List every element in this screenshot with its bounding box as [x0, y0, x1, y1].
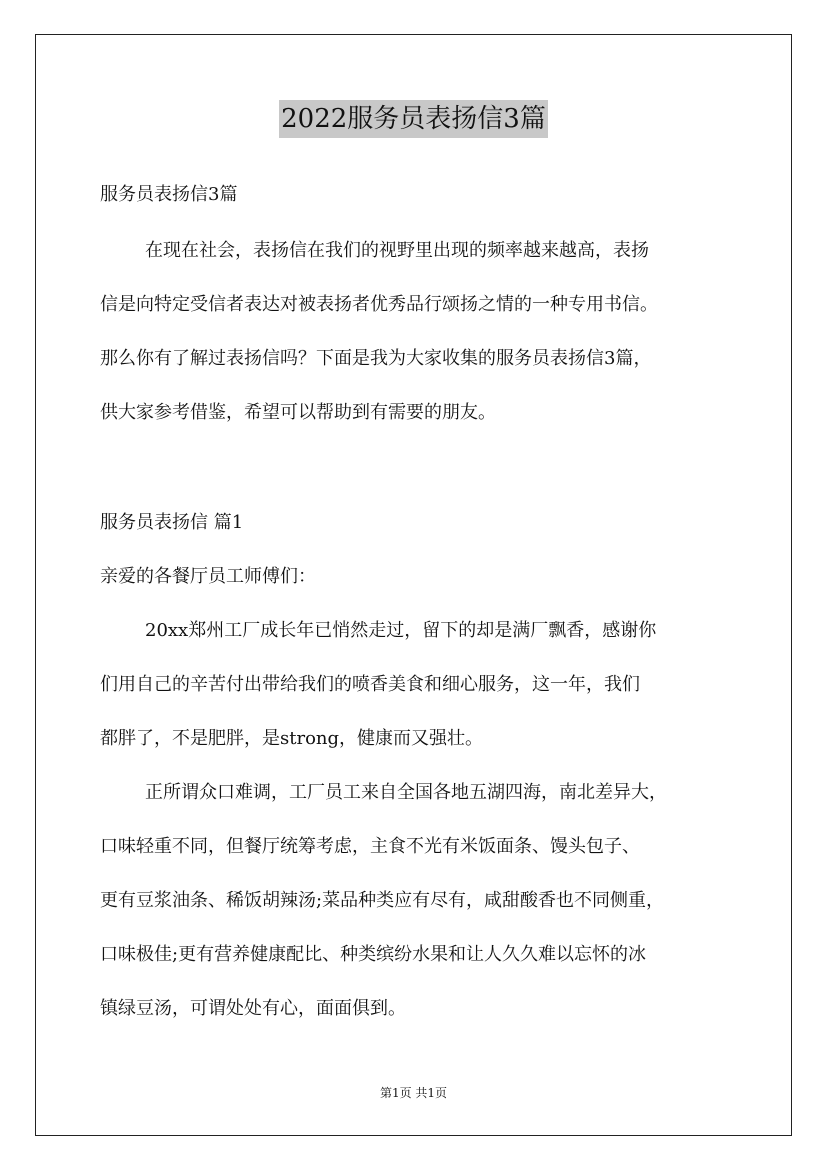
page-footer: 第1页 共1页 — [379, 1086, 448, 1100]
paragraph-line: 更有豆浆油条、稀饭胡辣汤;菜品种类应有尽有，咸甜酸香也不同侧重， — [100, 890, 665, 911]
intro-line: 供大家参考借鉴，希望可以帮助到有需要的朋友。 — [100, 402, 496, 423]
paragraph-line: 正所谓众口难调，工厂员工来自全国各地五湖四海，南北差异大， — [145, 782, 667, 803]
paragraph-line: 口味极佳;更有营养健康配比、种类缤纷水果和让人久久难以忘怀的冰 — [100, 944, 647, 965]
salutation: 亲爱的各餐厅员工师傅们： — [100, 566, 316, 587]
section-heading: 服务员表扬信 篇1 — [100, 512, 244, 533]
intro-line: 在现在社会，表扬信在我们的视野里出现的频率越来越高，表扬 — [145, 240, 649, 261]
paragraph-line: 都胖了，不是肥胖，是strong，健康而又强壮。 — [100, 728, 484, 749]
intro-line: 信是向特定受信者表达对被表扬者优秀品行颂扬之情的一种专用书信。 — [100, 294, 658, 315]
title-text: 2022服务员表扬信3篇 — [279, 100, 548, 138]
paragraph-line: 口味轻重不同，但餐厅统筹考虑，主食不光有米饭面条、馒头包子、 — [100, 836, 640, 857]
subtitle: 服务员表扬信3篇 — [100, 184, 238, 205]
document-title — [0, 100, 827, 138]
paragraph-line: 们用自己的辛苦付出带给我们的喷香美食和细心服务，这一年，我们 — [100, 674, 640, 695]
intro-line: 那么你有了解过表扬信吗？下面是我为大家收集的服务员表扬信3篇， — [100, 348, 652, 369]
paragraph-line: 镇绿豆汤，可谓处处有心，面面俱到。 — [100, 998, 406, 1019]
paragraph-line: 20xx郑州工厂成长年已悄然走过，留下的却是满厂飘香，感谢你 — [145, 620, 657, 641]
